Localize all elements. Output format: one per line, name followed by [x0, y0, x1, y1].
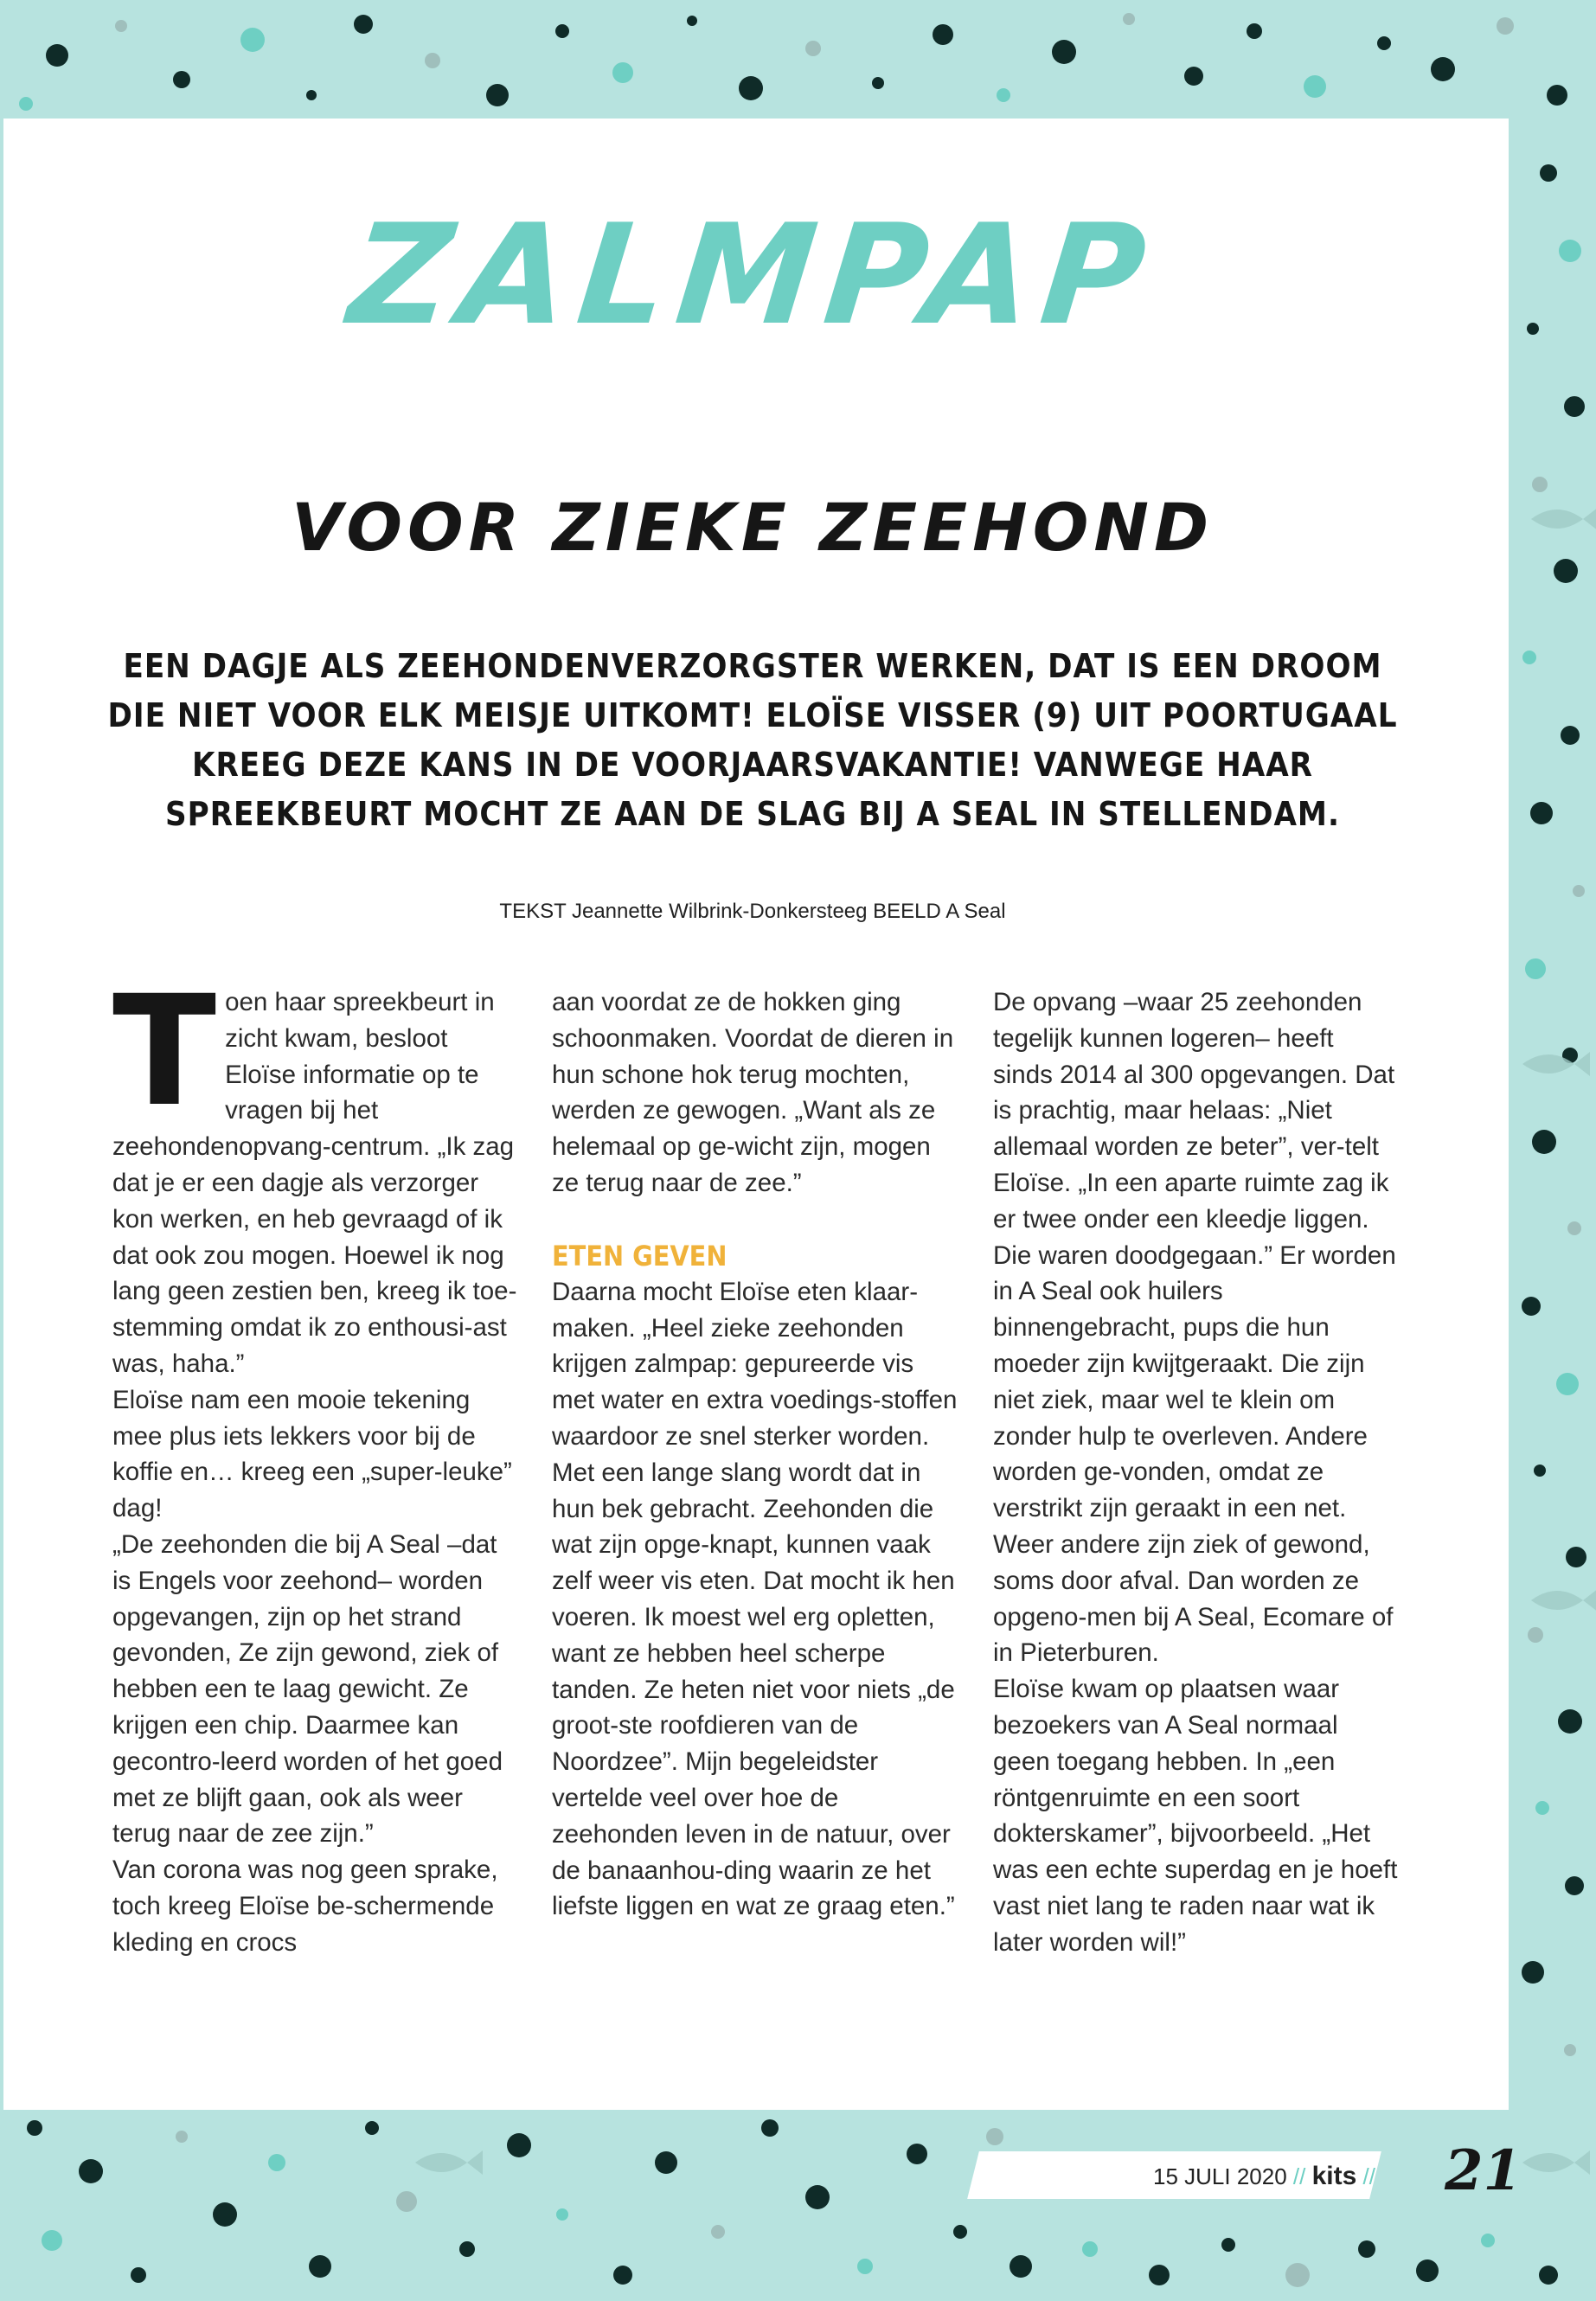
fish-icon — [1522, 2150, 1590, 2175]
separator: // — [1292, 2163, 1306, 2189]
fish-icon — [1531, 507, 1596, 531]
fish-icon — [415, 2150, 483, 2175]
article-intro: EEN DAGJE ALS ZEEHONDENVERZORGSTER WERKEN, DAT IS EEN DROOM DIE NIET VOOR ELK MEISJE UITKOMT! ELOÏSE VISSER (9) UIT POORTUGAAL KREEG DEZE KANS IN DE VOORJAARSVAKANTIE! VANWEGE HAAR SPREEKBEURT MOCHT ZE AAN DE SLAG BIJ A SEAL IN STELLENDAM. — [107, 647, 1398, 833]
fish-icon — [1531, 1588, 1596, 1612]
paragraph: Eloïse nam een mooie tekening mee plus iets lekkers voor bij de koffie en… kreeg een „super-leuke” dag! — [112, 1385, 512, 1523]
article-subtitle: VOOR ZIEKE ZEEHOND — [291, 489, 1215, 566]
drop-cap: T — [112, 963, 217, 1140]
footer-info — [1012, 2159, 1375, 2194]
paragraph: De opvang –waar 25 zeehonden tegelijk kunnen logeren– heeft sinds 2014 al 300 opgevangen. Dat is prachtig, maar helaas: „Niet allemaal worden ze beter”, ver-telt Eloïse. „In een aparte ruimte zag ik er twee onder een kleedje liggen. Die waren doodgegaan.” Er worden in A Seal ook huilers binnengebracht, pups die hun moeder zijn kwijtgeraakt. Die zijn niet ziek, maar wel te klein om zonder hulp te overleven. Andere worden ge-vonden, omdat ze verstrikt zijn geraakt in een net. Weer andere zijn ziek of gewond, soms door afval. Dan worden ze opgeno-men bij A Seal, Ecomare of in Pieterburen. — [993, 988, 1396, 1668]
issue-date: 15 JULI 2020 — [1153, 2163, 1287, 2189]
dot-pattern-right — [1522, 164, 1586, 2056]
paragraph: Van corona was nog geen sprake, toch kreeg Eloïse be-schermende kleding en crocs — [112, 1856, 498, 1957]
article-column-3 — [993, 984, 1400, 1961]
magazine-brand: kits — [1311, 2162, 1357, 2190]
paragraph: Daarna mocht Eloïse eten klaar-maken. „Heel zieke zeehonden krijgen zalmpap: gepureerde vis met water en extra voedings-stoffen waardoor ze snel sterker worden. Met een lange slang wordt dat in hun bek gebracht. Zeehonden die wat zijn opge-knapt, kunnen vaak zelf weer vis eten. Dat mocht ik hen voeren. Ik moest wel erg opletten, want ze hebben heel scherpe tanden. Ze heten niet voor niets „de groot-ste roofdieren van de Noordzee”. Mijn begeleidster vertelde veel over hoe de zeehonden leven in de natuur, over de banaanhou-ding waarin ze het liefste liggen en wat ze graag eten.” — [552, 1277, 958, 1921]
article-title: ZALMPAP — [342, 194, 1163, 356]
paragraph: Eloïse kwam op plaatsen waar bezoekers van A Seal normaal geen toegang hebben. In „een röntgenruimte en een soort dokterskamer”, bijvoorbeeld. „Het was een echte superdag en je hoeft vast niet lang te raden naar wat ik later worden wil!” — [993, 1675, 1398, 1957]
article-credits: TEKST Jeannette Wilbrink-Donkersteeg BEELD A Seal — [499, 900, 1006, 923]
separator: // — [1362, 2163, 1375, 2189]
article-column-1 — [112, 963, 519, 1961]
dot-pattern-top — [19, 13, 1567, 111]
section-subheading: ETEN GEVEN — [552, 1239, 727, 1272]
paragraph: oen haar spreekbeurt in zicht kwam, besloot Eloïse informatie op te vragen bij het zeehondenopvang-centrum. „Ik zag dat je er een dagje als verzorger kon werken, en heb gevraagd of ik dat ook zou mogen. Hoewel ik nog lang geen zestien ben, kreeg ik toe-stemming omdat ik zo enthousi-ast was, haha.” — [112, 988, 517, 1378]
paragraph: aan voordat ze de hokken ging schoonmaken. Voordat de dieren in hun schone hok terug mochten, werden ze gewogen. „Want als ze helemaal op ge-wicht zijn, mogen ze terug naar de zee.” — [552, 988, 954, 1197]
article-column-2 — [552, 984, 958, 1925]
fish-icon — [1522, 1052, 1590, 1076]
paragraph: „De zeehonden die bij A Seal –dat is Engels voor zeehond– worden opgevangen, zijn op het strand gevonden, Ze zijn gewond, ziek of hebben een te laag gewicht. Ze krijgen een chip. Daarmee kan gecontro-leerd worden of het goed met ze blijft gaan, ook als weer terug naar de zee zijn.” — [112, 1529, 503, 1849]
dot-pattern-bottom — [27, 2119, 1558, 2287]
page-number: 21 — [1445, 2138, 1522, 2203]
